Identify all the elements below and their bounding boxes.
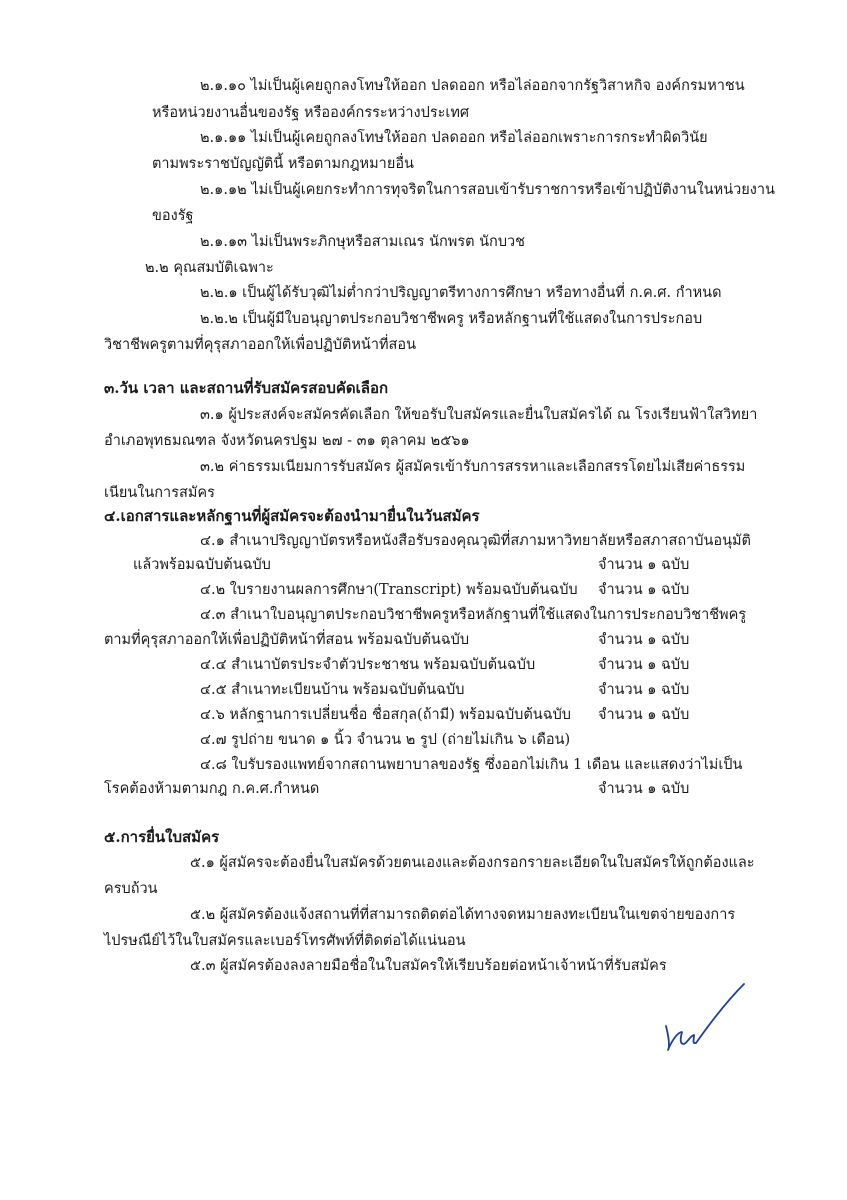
clause-2-2-1: ๒.๒.๑ เป็นผู้ได้รับวุฒิไม่ต่ำกว่าปริญญาตรีทางการศึกษา หรือทางอื่นที่ ก.ค.ศ. กำหนด [200, 285, 722, 301]
item-4-8-cont: โรคต้องห้ามตามกฎ ก.ค.ศ.กำหนด [104, 781, 320, 797]
item-4-2-quantity: จำนวน ๑ ฉบับ [598, 582, 690, 598]
item-4-6: ๔.๖ หลักฐานการเปลี่ยนชื่อ ชื่อสกุล(ถ้ามี) พร้อมฉบับต้นฉบับ [200, 707, 571, 723]
item-4-4-quantity: จำนวน ๑ ฉบับ [598, 657, 690, 673]
clause-5-3: ๕.๓ ผู้สมัครต้องลงลายมือชื่อในใบสมัครให้เรียบร้อยต่อหน้าเจ้าหน้าที่รับสมัคร [190, 958, 667, 974]
item-4-2: ๔.๒ ใบรายงานผลการศึกษา(Transcript) พร้อมฉบับต้นฉบับ [200, 582, 578, 598]
clause-3-2-cont: เนียนในการสมัคร [104, 485, 215, 501]
item-4-5-quantity: จำนวน ๑ ฉบับ [598, 682, 690, 698]
clause-2-1-10-cont: หรือหน่วยงานอื่นของรัฐ หรือองค์กรระหว่างประเทศ [152, 105, 470, 121]
item-4-3-cont: ตามที่คุรุสภาออกให้เพื่อปฏิบัติหน้าที่สอน พร้อมฉบับต้นฉบับ [104, 632, 470, 648]
item-4-1-cont: แล้วพร้อมฉบับต้นฉบับ [133, 557, 271, 573]
clause-2-2-2-cont: วิชาชีพครูตามที่คุรุสภาออกให้เพื่อปฏิบัติหน้าที่สอน [104, 337, 416, 353]
item-4-5: ๔.๕ สำเนาทะเบียนบ้าน พร้อมฉบับต้นฉบับ [200, 682, 465, 698]
clause-2-1-10: ๒.๑.๑๐ ไม่เป็นผู้เคยถูกลงโทษให้ออก ปลดออก หรือไล่ออกจากรัฐวิสาหกิจ องค์กรมหาชน [200, 78, 745, 94]
clause-2-2-2: ๒.๒.๒ เป็นผู้มีใบอนุญาตประกอบวิชาชีพครู หรือหลักฐานที่ใช้แสดงในการประกอบ [200, 311, 703, 327]
handwritten-signature [660, 980, 750, 1060]
clause-2-1-12-cont: ของรัฐ [152, 208, 194, 224]
subheading-2-2: ๒.๒ คุณสมบัติเฉพาะ [145, 260, 274, 276]
section-3-heading: ๓.วัน เวลา และสถานที่รับสมัครสอบคัดเลือก [104, 379, 389, 397]
section-4-heading: ๔.เอกสารและหลักฐานที่ผู้สมัครจะต้องนำมายื่นในวันสมัคร [104, 507, 480, 525]
item-4-8-quantity: จำนวน ๑ ฉบับ [598, 781, 690, 797]
clause-3-1-cont: อำเภอพุทธมณฑล จังหวัดนครปฐม ๒๗ - ๓๑ ตุลาคม ๒๕๖๑ [104, 433, 470, 449]
item-4-6-quantity: จำนวน ๑ ฉบับ [598, 707, 690, 723]
item-4-3-quantity: จำนวน ๑ ฉบับ [598, 632, 690, 648]
clause-2-1-11-cont: ตามพระราชบัญญัตินี้ หรือตามกฎหมายอื่น [152, 156, 414, 172]
item-4-8: ๔.๘ ใบรับรองแพทย์จากสถานพยาบาลของรัฐ ซึ่งออกไม่เกิน 1 เดือน และแสดงว่าไม่เป็น [200, 757, 743, 773]
clause-5-2-cont: ไปรษณีย์ไว้ในใบสมัครและเบอร์โทรศัพท์ที่ติดต่อได้แน่นอน [104, 933, 466, 949]
section-5-heading: ๕.การยื่นใบสมัคร [104, 828, 220, 846]
item-4-1-quantity: จำนวน ๑ ฉบับ [598, 557, 690, 573]
item-4-7: ๔.๗ รูปถ่าย ขนาด ๑ นิ้ว จำนวน ๒ รูป (ถ่ายไม่เกิน ๖ เดือน) [200, 732, 571, 748]
clause-2-1-11: ๒.๑.๑๑ ไม่เป็นผู้เคยถูกลงโทษให้ออก ปลดออก หรือไล่ออกเพราะการกระทำผิดวินัย [200, 130, 708, 146]
clause-5-2: ๕.๒ ผู้สมัครต้องแจ้งสถานที่ที่สามารถติดต่อได้ทางจดหมายลงทะเบียนในเขตจ่ายของการ [190, 907, 736, 923]
clause-5-1-cont: ครบถ้วน [104, 881, 158, 897]
clause-2-1-13: ๒.๑.๑๓ ไม่เป็นพระภิกษุหรือสามเณร นักพรต นักบวช [200, 234, 526, 250]
item-4-1: ๔.๑ สำเนาปริญญาบัตรหรือหนังสือรับรองคุณวุฒิที่สภามหาวิทยาลัยหรือสภาสถาบันอนุมัติ [200, 533, 751, 549]
clause-5-1: ๕.๑ ผู้สมัครจะต้องยื่นใบสมัครด้วยตนเองและต้องกรอกรายละเอียดในใบสมัครให้ถูกต้องและ [190, 855, 755, 871]
clause-3-2: ๓.๒ ค่าธรรมเนียมการรับสมัคร ผู้สมัครเข้ารับการสรรหาและเลือกสรรโดยไม่เสียค่าธรรม [200, 459, 746, 475]
clause-3-1: ๓.๑ ผู้ประสงค์จะสมัครคัดเลือก ให้ขอรับใบสมัครและยื่นใบสมัครได้ ณ โรงเรียนฟ้าใสวิทยา [200, 407, 758, 423]
item-4-4: ๔.๔ สำเนาบัตรประจำตัวประชาชน พร้อมฉบับต้นฉบับ [200, 657, 536, 673]
item-4-3: ๔.๓ สำเนาใบอนุญาตประกอบวิชาชีพครูหรือหลักฐานที่ใช้แสดงในการประกอบวิชาชีพครู [200, 607, 747, 623]
clause-2-1-12: ๒.๑.๑๒ ไม่เป็นผู้เคยกระทำการทุจริตในการสอบเข้ารับราชการหรือเข้าปฏิบัติงานในหน่วยงาน [200, 182, 775, 198]
